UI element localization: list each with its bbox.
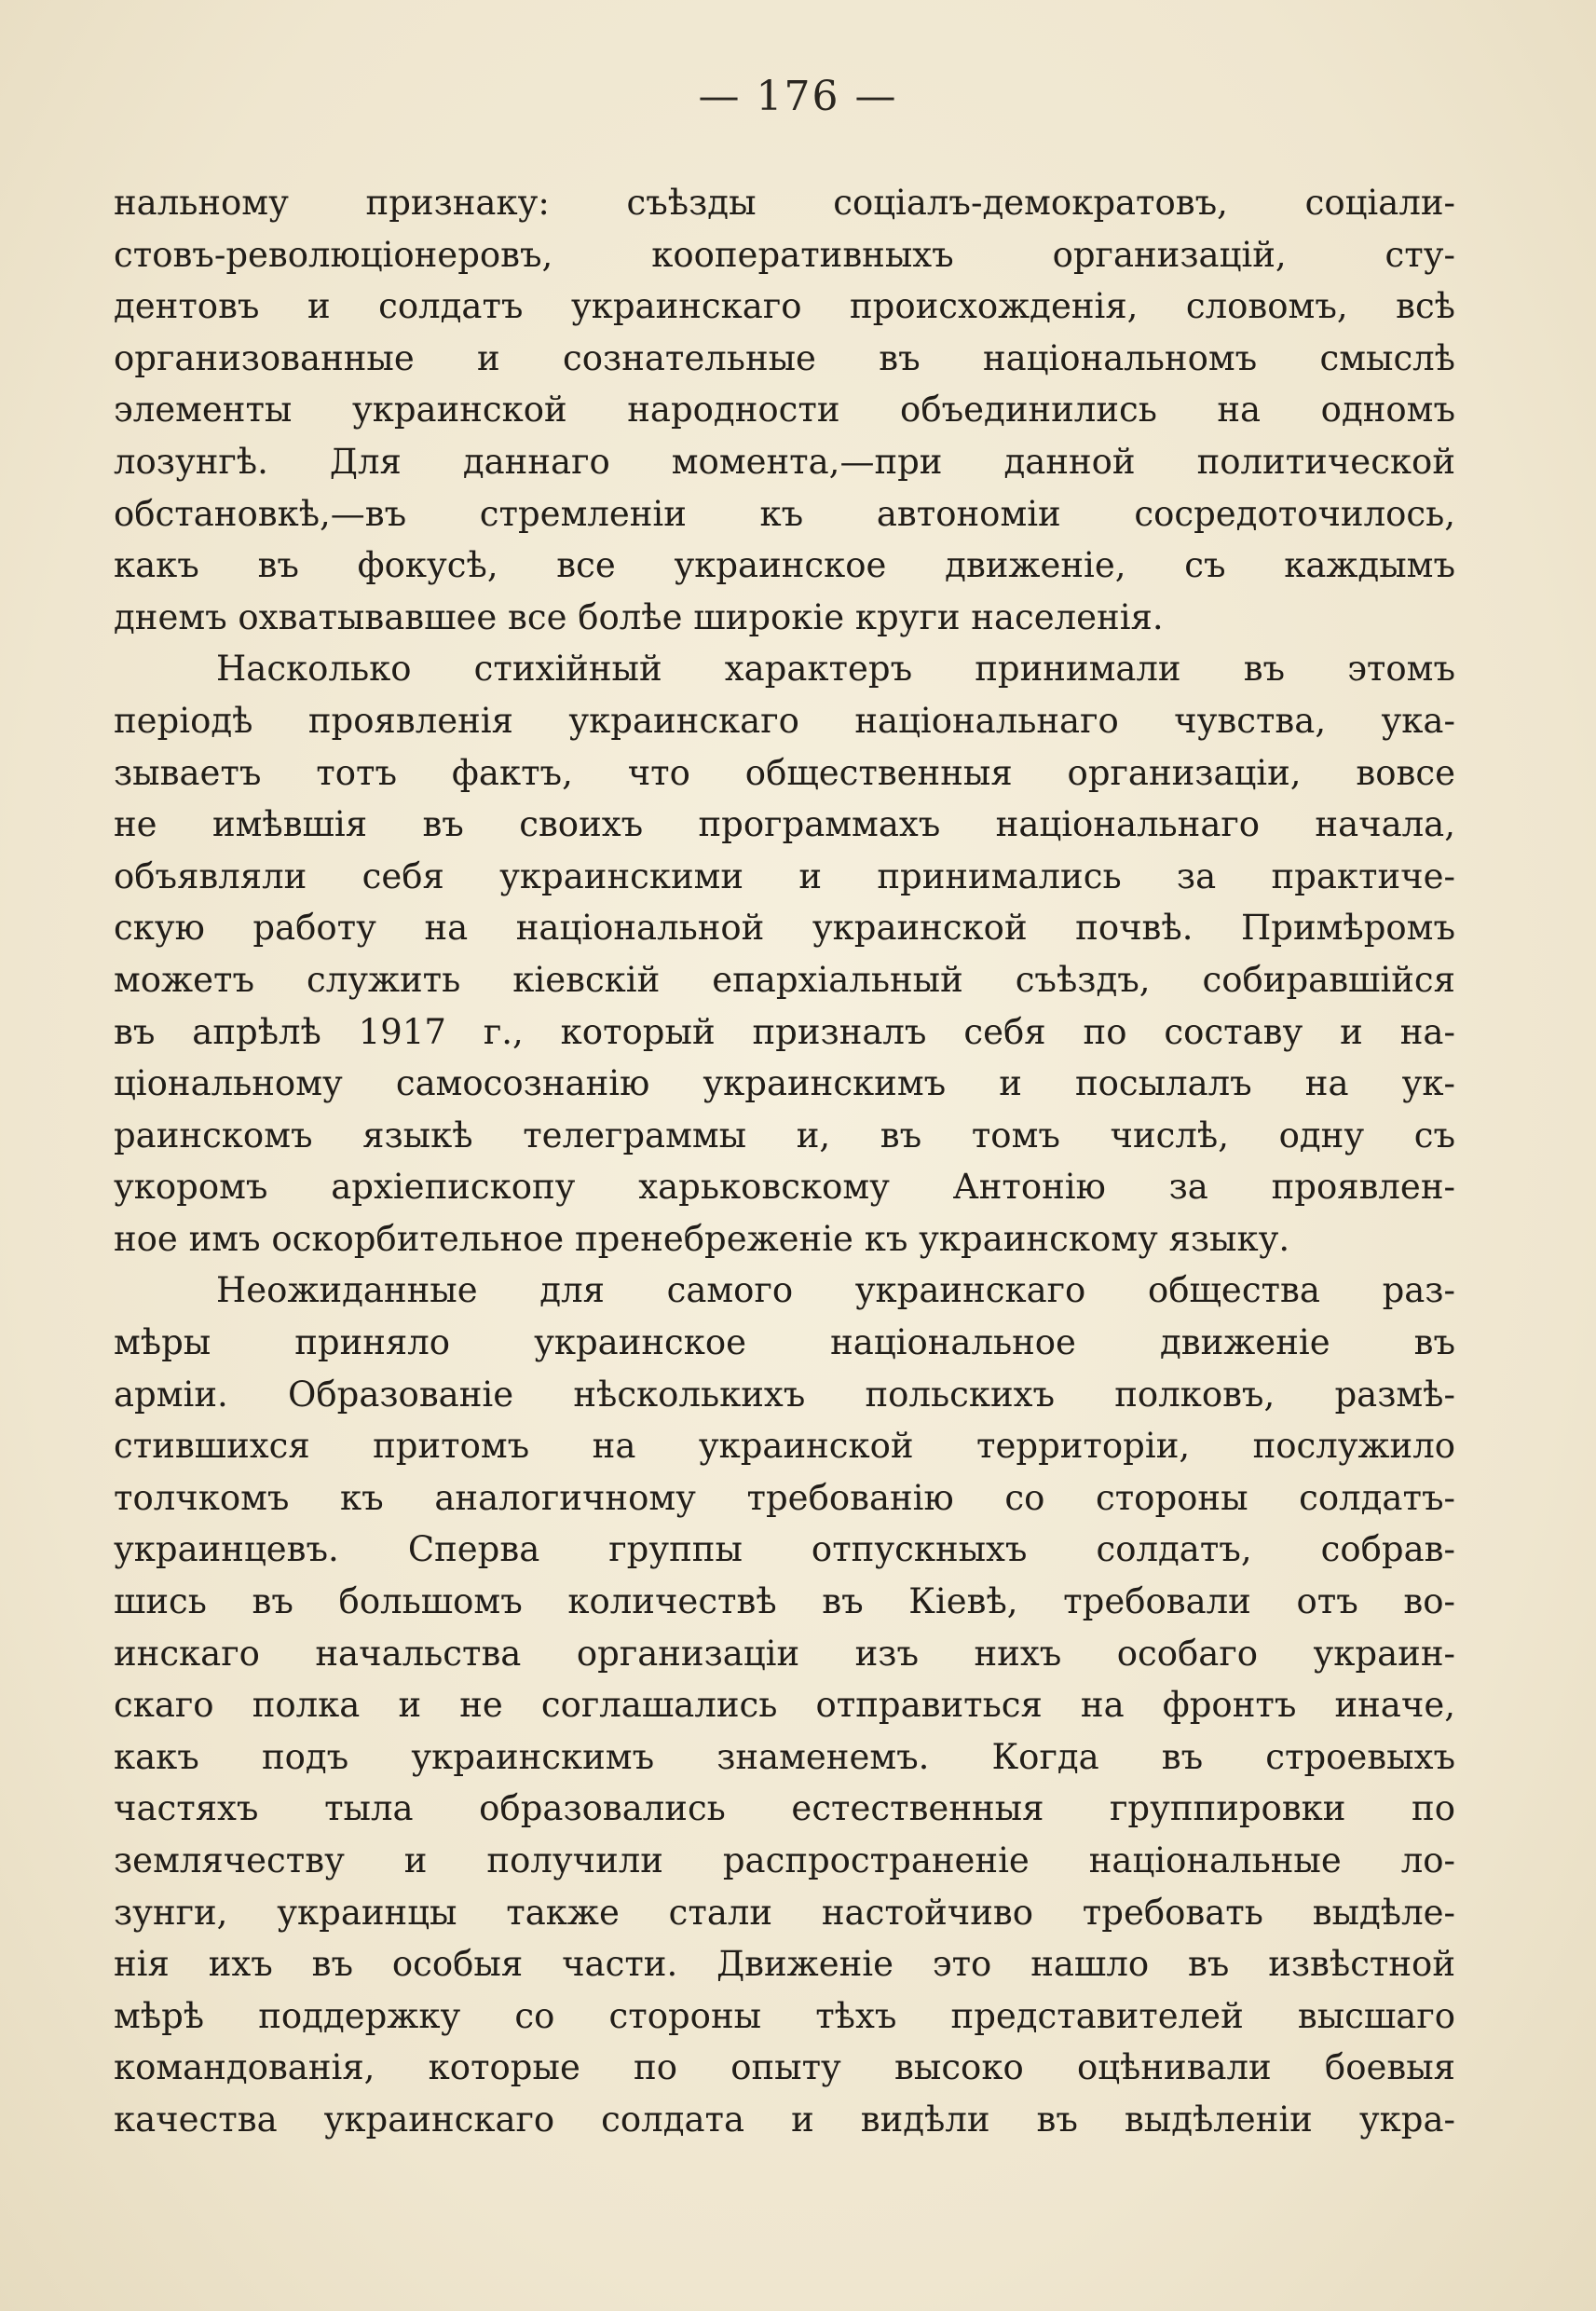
text-line: инскаго начальства организаціи изъ нихъ особаго украин- — [114, 1633, 1455, 1674]
text-line: мѣры приняло украинское національное движеніе въ — [114, 1322, 1455, 1363]
text-line: ное имъ оскорбительное пренебреженіе къ украинскому языку. — [114, 1218, 1290, 1259]
text-line: Насколько стихійный характеръ принимали въ этомъ — [216, 649, 1455, 690]
body-text — [114, 177, 1455, 2146]
text-line: какъ въ фокусѣ, все украинское движеніе, съ каждымъ — [114, 545, 1455, 586]
page-number: — 176 — — [698, 73, 898, 120]
text-line: можетъ служить кіевскій епархіальный съѣздъ, собиравшійся — [114, 959, 1455, 1000]
text-line: раинскомъ языкѣ телеграммы и, въ томъ числѣ, одну съ — [114, 1114, 1455, 1156]
text-line: землячеству и получили распространеніе національные ло- — [114, 1840, 1455, 1880]
text-line: нальному признаку: съѣзды соціалъ-демократовъ, соціали- — [114, 183, 1455, 223]
text-line: объявляли себя украинскими и принимались за практиче- — [114, 855, 1455, 896]
text-line: не имѣвшія въ своихъ программахъ національнаго начала, — [114, 804, 1455, 845]
text-line: Неожиданные для самого украинскаго общества раз- — [216, 1270, 1455, 1311]
text-line: командованія, которые по опыту высоко оцѣнивали боевыя — [114, 2047, 1455, 2088]
text-line: лозунгѣ. Для даннаго момента,—при данной политической — [114, 441, 1455, 482]
text-line: зываетъ тотъ фактъ, что общественныя организаціи, вовсе — [114, 752, 1455, 793]
text-line: дентовъ и солдатъ украинскаго происхожденія, словомъ, всѣ — [114, 286, 1455, 327]
text-line: зунги, украинцы также стали настойчиво требовать выдѣле- — [114, 1892, 1455, 1933]
text-line: стовъ-революціонеровъ, кооперативныхъ организацій, сту- — [114, 234, 1455, 275]
text-line: качества украинскаго солдата и видѣли въ выдѣленіи укра- — [114, 2099, 1455, 2140]
text-line: ціональному самосознанію украинскимъ и посылалъ на ук- — [114, 1063, 1455, 1104]
text-line: обстановкѣ,—въ стремленіи къ автономіи сосредоточилось, — [114, 493, 1455, 534]
text-line: толчкомъ къ аналогичному требованію со стороны солдатъ- — [114, 1477, 1455, 1518]
text-line: какъ подъ украинскимъ знаменемъ. Когда въ строевыхъ — [114, 1736, 1455, 1777]
text-line: элементы украинской народности объединились на одномъ — [114, 390, 1455, 431]
text-line: скую работу на національной украинской почвѣ. Примѣромъ — [114, 908, 1455, 949]
text-line: періодѣ проявленія украинскаго національнаго чувства, ука- — [114, 700, 1455, 741]
text-line: арміи. Образованіе нѣсколькихъ польскихъ полковъ, размѣ- — [114, 1374, 1455, 1415]
text-line: стившихся притомъ на украинской территоріи, послужило — [114, 1426, 1455, 1467]
text-line: организованные и сознательные въ національномъ смыслѣ — [114, 337, 1455, 378]
text-line: нія ихъ въ особыя части. Движеніе это нашло въ извѣстной — [114, 1944, 1455, 1985]
text-line: украинцевъ. Сперва группы отпускныхъ солдатъ, собрав- — [114, 1529, 1455, 1570]
text-line: скаго полка и не соглашались отправиться на фронтъ иначе, — [114, 1685, 1455, 1726]
text-line: днемъ охватывавшее все болѣе широкіе круги населенія. — [114, 596, 1164, 637]
text-line: укоромъ архіепископу харьковскому Антонію за проявлен- — [114, 1167, 1455, 1208]
text-line: частяхъ тыла образовались естественныя группировки по — [114, 1788, 1455, 1829]
text-line: мѣрѣ поддержку со стороны тѣхъ представителей высшаго — [114, 1995, 1455, 2036]
text-line: шись въ большомъ количествѣ въ Кіевѣ, требовали отъ во- — [114, 1581, 1455, 1622]
text-line: въ апрѣлѣ 1917 г., который призналъ себя по составу и на- — [114, 1011, 1455, 1052]
